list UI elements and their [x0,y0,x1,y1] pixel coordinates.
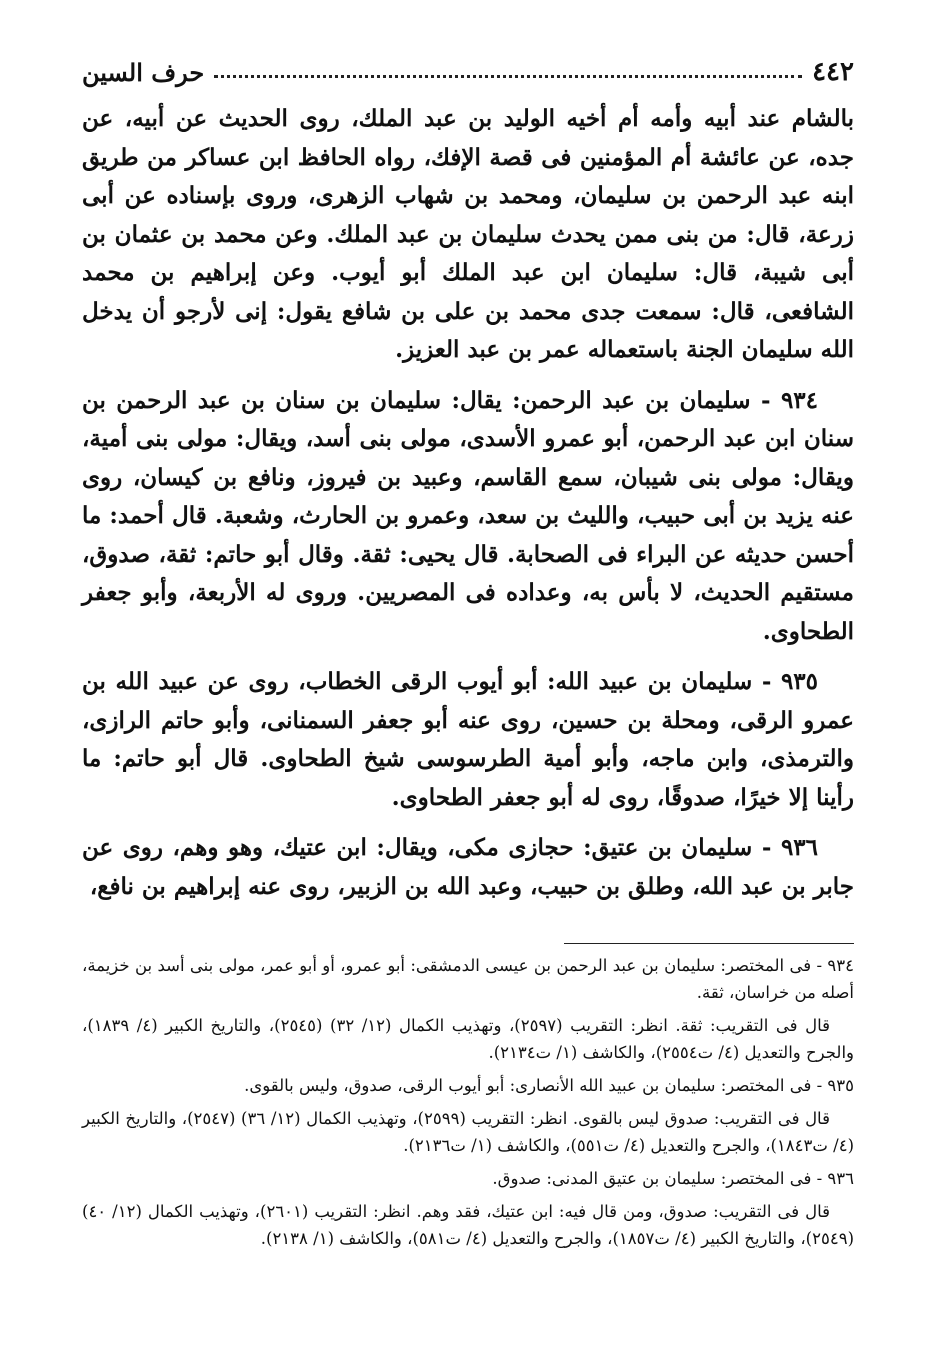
continuation-paragraph: بالشام عند أبيه وأمه أم أخيه الوليد بن عبد الملك، روى الحديث عن أبيه، عن جده، عن عائشة أم المؤمنين فى قصة الإفك، رواه الحافظ ابن عساكر من طريق ابنه عبد الرحمن بن سليمان، ومحمد بن شهاب الزهرى، وروى بإسناده عن أبى زرعة، قال: من بنى ممن يحدث سليمان بن عبد الملك. وعن محمد بن عثمان بن أبى شيبة، قال: سليمان ابن عبد الملك أبو أيوب. وعن إبراهيم بن محمد الشافعى، قال: سمعت جدى محمد بن على بن شافع يقول: إنى لأرجو أن يدخل الله سليمان الجنة باستعماله عمر بن عبد العزيز. [82,105,854,363]
footnote-935-taqrib: قال فى التقريب: صدوق ليس بالقوى. انظر: التقريب (٢٥٩٩)، وتهذيب الكمال (١٢/ ٣٦) (٢٥٤٧)، والتاريخ الكبير (٤/ ت١٨٤٣)، والجرح والتعديل (٤/ ت٥٥١)، والكاشف (١/ ت٢١٣٦). [82,1109,854,1155]
running-header [82,50,854,94]
header-dotted-leader [214,75,802,78]
footnote-936-mukhtasar: ٩٣٦ - فى المختصر: سليمان بن عتيق المدنى: صدوق. [492,1169,854,1188]
biography-entry-934 [82,382,854,652]
entry-text: سليمان بن عبيد الله: أبو أيوب الرقى الخطاب، روى عن عبيد الله بن عمرو الرقى، ومحلة بن حسين، روى عنه أبو جعفر السمنانى، وأبو حاتم الرازى، والترمذى، وابن ماجه، وأبو أمية الطرسوسى شيخ الطحاوى. قال أبو حاتم: ما رأينا إلا خيرًا، صدوقًا، روى له أبو جعفر الطحاوى. [82,668,854,811]
footnotes [82,952,854,1252]
page-number: ٤٤٢ [812,57,854,87]
footnote-934-taqrib: قال فى التقريب: ثقة. انظر: التقريب (٢٥٩٧)، وتهذيب الكمال (١٢/ ٣٢) (٢٥٤٥)، والتاريخ الكبير (٤/ ١٨٣٩)، والجرح والتعديل (٤/ ت٢٥٥٤)، والكاشف (١/ ت٢١٣٤). [82,1016,854,1062]
chapter-title: حرف السين [82,57,205,87]
footnote-934-mukhtasar: ٩٣٤ - فى المختصر: سليمان بن عبد الرحمن بن عيسى الدمشقى: أبو عمرو، أو أبو عمر، مولى بنى أسد بن خزيمة، أصله من خراسان، ثقة. [82,956,854,1002]
entry-text: سليمان بن عبد الرحمن: يقال: سليمان بن سنان بن عبد الرحمن بن سنان ابن عبد الرحمن، أبو عمرو الأسدى، مولى بنى أسد، ويقال: مولى بنى أمية، ويقال: مولى بنى شيبان، سمع القاسم، وعبيد بن فيروز، ونافع بن كيسان، روى عنه يزيد بن أبى حبيب، والليث بن سعد، وعمرو بن الحارث، وشعبة. قال أحمد: ما أحسن حديثه عن البراء فى الصحابة. قال يحيى: ثقة. وقال أبو حاتم: ثقة، صدوق، مستقيم الحديث، لا بأس به، وعداده فى المصريين. وروى له الأربعة، وأبو جعفر الطحاوى. [82,386,854,645]
footnote-separator [564,943,854,944]
entry-number: ٩٣٥ - [761,668,818,695]
biography-entry-935 [82,663,854,817]
entry-text: سليمان بن عتيق: حجازى مكى، ويقال: ابن عتيك، وهو وهم، روى عن جابر بن عبد الله، وطلق بن حبيب، وعبد الله بن الزبير، روى عنه إبراهيم بن نافع، [82,834,854,900]
entry-number: ٩٣٦ - [761,834,818,861]
entry-number: ٩٣٤ - [760,386,818,414]
biography-entry-936 [82,829,854,906]
footnote-935-mukhtasar: ٩٣٥ - فى المختصر: سليمان بن عبيد الله الأنصارى: أبو أيوب الرقى، صدوق، وليس بالقوى. [244,1076,854,1095]
footnote-936-taqrib: قال فى التقريب: صدوق، ومن قال فيه: ابن عتيك، فقد وهم. انظر: التقريب (٢٦٠١)، وتهذيب الكمال (١٢/ ٤٠) (٢٥٤٩)، والتاريخ الكبير (٤/ ت١٨٥٧)، والجرح والتعديل (٤/ ت٥٨١)، والكاشف (١/ ٢١٣٨). [82,1202,854,1248]
main-text [82,100,854,906]
